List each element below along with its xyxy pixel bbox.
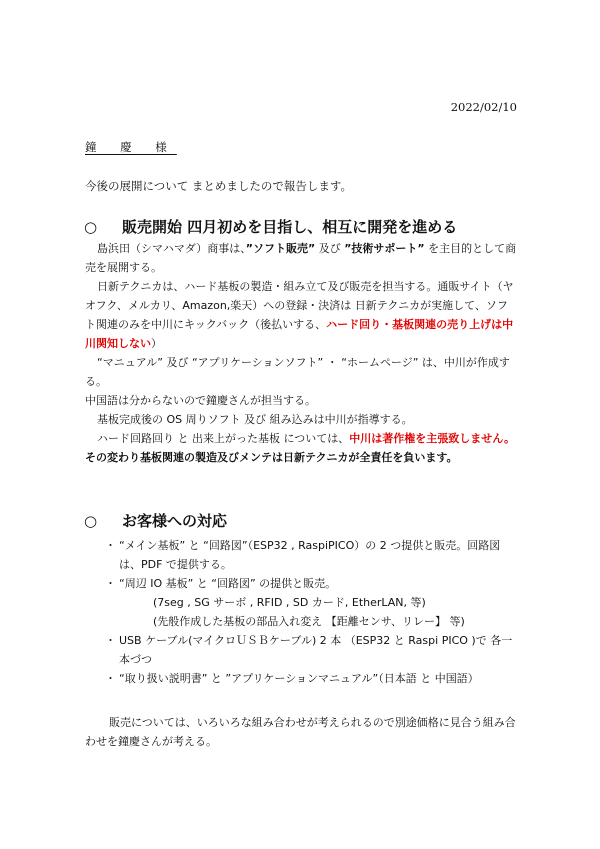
section-2-heading [84, 510, 227, 531]
text-span: 及び [315, 242, 345, 255]
highlight-red-text: ハード回り・基板関連の売り上げは中川関知しない [85, 318, 514, 350]
paragraph-manual: “マニュアル” 及び “アプリケーションソフト” ・ “ホームページ” は、中川が作成する。 [85, 356, 510, 388]
list-item-text: USB ケーブル(マイクロＵＳＢケーブル) 2 本 （ESP32 と Raspi PICO )で 各一本づつ [119, 634, 513, 666]
circle-bullet-icon: ○ [84, 218, 98, 236]
bullet-icon: ・ [105, 672, 116, 685]
tech-support-term: ”技術サポート” [344, 242, 425, 255]
section-1-body [85, 239, 518, 467]
customer-list [105, 536, 520, 688]
section-1-title: 販売開始 四月初めを目指し、相互に開発を進める [122, 218, 458, 236]
text-span: 島浜田（シマハマダ）商事は、 [97, 242, 246, 255]
paragraph-sales-roles [85, 239, 518, 277]
list-item-text: “取り扱い説明書” と ”アプリケーションマニュアル”（日本語 と 中国語） [119, 672, 479, 685]
paragraph-chinese: 中国語は分からないので鐘慶さんが担当する。 [85, 394, 316, 407]
paragraph-os-software: 基板完成後の OS 周りソフト 及び 組み込みは中川が指導する。 [97, 413, 413, 426]
list-item [105, 631, 520, 669]
section-1-heading [84, 216, 457, 237]
addressee: 鐘 慶 様 [85, 140, 177, 154]
list-subline: (先般作成した基板の部品入れ変え 【距離センサ、リレー】 等) [153, 615, 465, 628]
circle-bullet-icon: ○ [84, 512, 98, 530]
list-item [105, 536, 520, 574]
text-span: ） [151, 337, 162, 350]
section-2-title: お客様への対応 [122, 512, 228, 530]
list-item [105, 574, 520, 631]
text-span: 日新テクニカは、ハード基板の製造・組み立て及び販売を担当する。通販サイト（ヤオフク、メルカリ、Amazon,楽天）への登録・決済は 日新テクニカが実施して、ソフト関連のみを中川にキックバック（後払いする、 [85, 280, 514, 331]
list-item-text: “メイン基板” と “回路図”（ESP32 , RaspiPICO）の 2 つ提供と販売。回路図は、PDF で提供する。 [119, 539, 501, 571]
list-subline: (7seg , SG サーボ , RFID , SD カード, EtherLAN, 等) [153, 596, 426, 609]
list-item-text: “周辺 IO 基板” と “回路図” の提供と販売。 [119, 577, 337, 590]
highlight-red-text: 中川は著作権を主張致しません。 [349, 432, 515, 445]
intro-line: 今後の展開について まとめましたので報告します。 [85, 179, 353, 193]
paragraph-copyright [85, 429, 518, 467]
text-span: ハード回路回り と 出来上がった基板 については、 [97, 432, 350, 445]
soft-sales-term: ”ソフト販売” [245, 242, 316, 255]
bullet-icon: ・ [105, 577, 116, 590]
bullet-icon: ・ [105, 634, 116, 647]
paragraph-hardware-roles [85, 277, 518, 353]
bullet-icon: ・ [105, 539, 116, 552]
document-date: 2022/02/10 [450, 100, 517, 114]
text-span: を主目的として商売を展開する。 [85, 242, 517, 274]
closing-paragraph: 販売については、いろいろな組み合わせが考えられるので別途価格に見合う組み合わせを鐘慶さんが考える。 [85, 716, 516, 748]
bold-text: その変わり基板関連の製造及びメンテは日新テクニカが全責任を負います。 [85, 451, 458, 464]
list-item [105, 669, 520, 688]
